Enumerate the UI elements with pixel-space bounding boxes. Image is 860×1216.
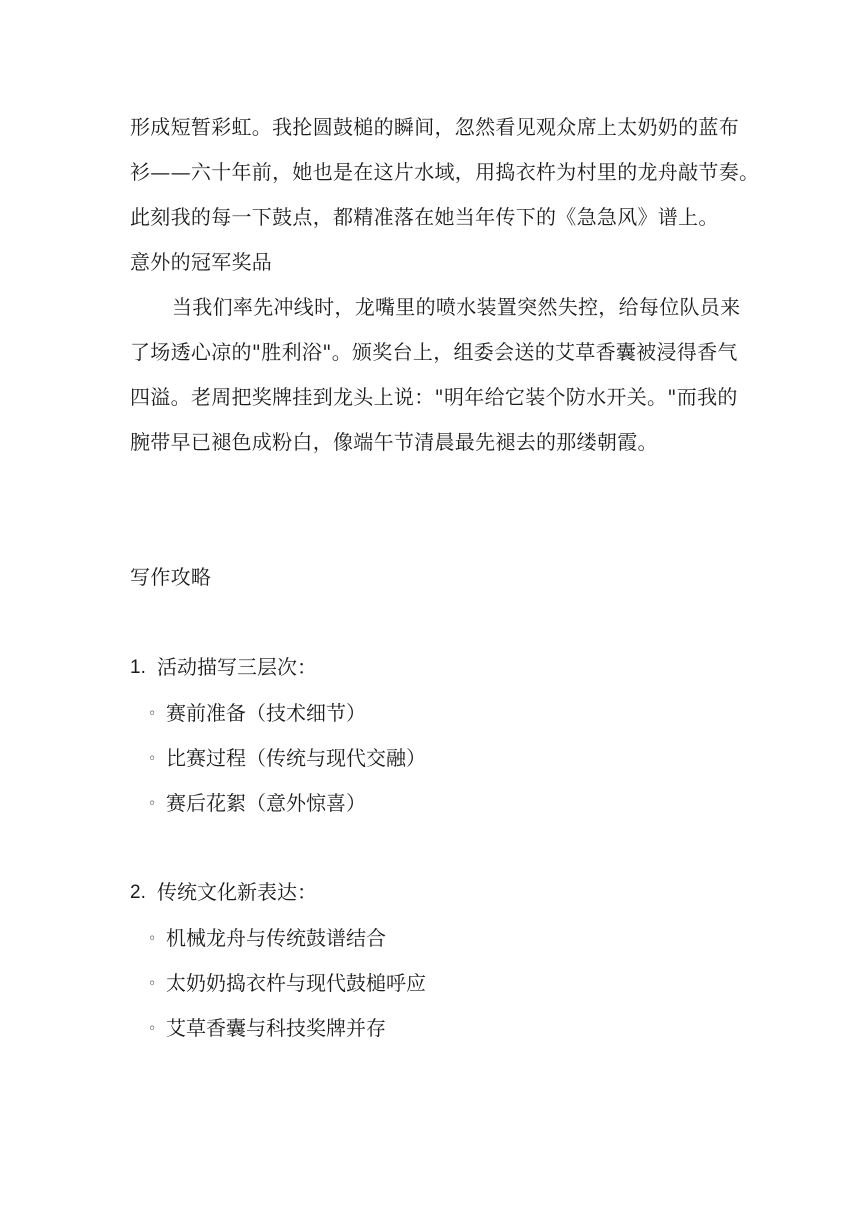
bullet-circle-icon: ◦ <box>148 1021 157 1037</box>
list-item <box>148 971 426 996</box>
bullet-circle-icon: ◦ <box>148 706 157 722</box>
bullet-circle-icon: ◦ <box>148 796 157 812</box>
paragraph-line: 四溢。老周把奖牌挂到龙头上说："明年给它装个防水开关。"而我的 <box>130 385 738 409</box>
section-heading: 意外的冠军奖品 <box>130 250 273 274</box>
list-item <box>148 1016 386 1041</box>
paragraph-line: 当我们率先冲线时，龙嘴里的喷水装置突然失控，给每位队员来 <box>172 295 741 319</box>
list-item-text: 艾草香囊与科技奖牌并存 <box>166 1016 386 1040</box>
paragraph-line: 此刻我的每一下鼓点，都精准落在她当年传下的《急急风》谱上。 <box>130 205 719 229</box>
bullet-circle-icon: ◦ <box>148 976 157 992</box>
list-title: 传统文化新表达： <box>157 880 317 904</box>
list-item <box>148 926 386 951</box>
paragraph-line: 了场透心凉的"胜利浴"。颁奖台上，组委会送的艾草香囊被浸得香气 <box>130 340 738 364</box>
list-number: 2. <box>130 882 146 903</box>
list-item-text: 比赛过程（传统与现代交融） <box>166 746 426 770</box>
list-item <box>148 746 426 771</box>
list-item <box>148 701 366 726</box>
section-heading: 写作攻略 <box>130 565 212 589</box>
paragraph-line: 形成短暂彩虹。我抡圆鼓槌的瞬间，忽然看见观众席上太奶奶的蓝布 <box>130 115 739 139</box>
bullet-circle-icon: ◦ <box>148 931 157 947</box>
list-item-text: 赛前准备（技术细节） <box>166 701 366 725</box>
list-number: 1. <box>130 657 146 678</box>
bullet-circle-icon: ◦ <box>148 751 157 767</box>
list-title: 活动描写三层次： <box>157 655 317 679</box>
list-item <box>148 791 366 816</box>
paragraph-line: 衫——六十年前，她也是在这片水域，用捣衣杵为村里的龙舟敲节奏。 <box>130 160 760 184</box>
list-item-text: 赛后花絮（意外惊喜） <box>166 791 366 815</box>
paragraph-line: 腕带早已褪色成粉白，像端午节清晨最先褪去的那缕朝霞。 <box>130 430 658 454</box>
list-item-text: 太奶奶捣衣杵与现代鼓槌呼应 <box>166 971 426 995</box>
list-item-text: 机械龙舟与传统鼓谱结合 <box>166 926 386 950</box>
